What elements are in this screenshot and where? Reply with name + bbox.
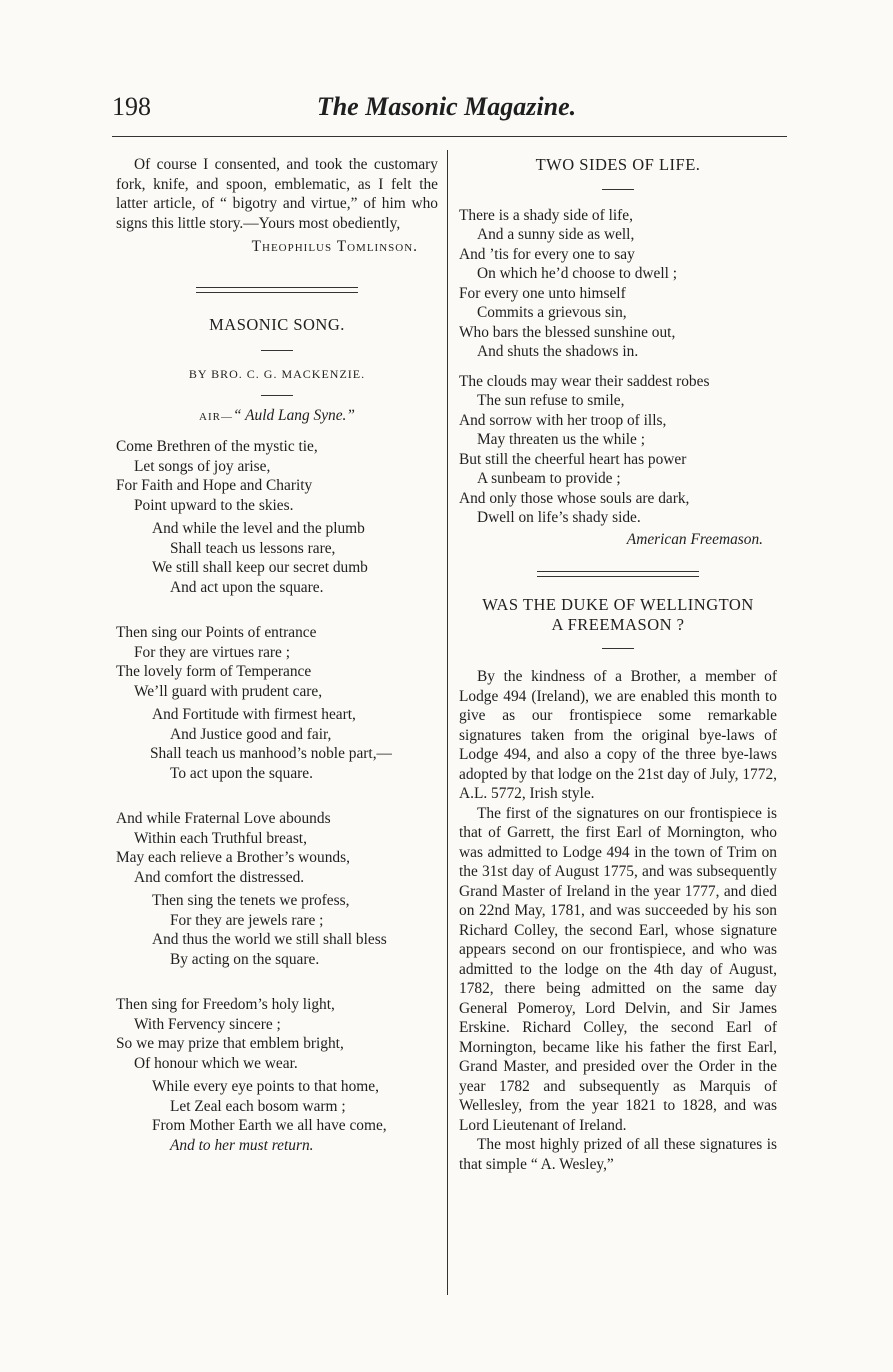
chorus-line: While every eye points to that home, xyxy=(152,1078,379,1095)
poem-line: Who bars the blessed sunshine out, xyxy=(459,323,676,341)
verse-line: With Fervency sincere ; xyxy=(134,1015,281,1033)
header-rule xyxy=(112,136,787,137)
verse-line: Within each Truthful breast, xyxy=(134,829,307,847)
column-divider xyxy=(447,150,448,1295)
right-column xyxy=(459,155,777,1174)
verse-line: And while Fraternal Love abounds xyxy=(116,810,331,827)
chorus-line: By acting on the square. xyxy=(170,950,320,968)
poem-line: Commits a grievous sin, xyxy=(477,304,627,321)
poem-line: There is a shady side of life, xyxy=(459,206,633,224)
chorus-line: Let Zeal each bosom warm ; xyxy=(170,1097,346,1115)
air-title: “ Auld Lang Syne.” xyxy=(232,406,355,424)
chorus-line: Then sing the tenets we profess, xyxy=(152,892,350,909)
chorus-line: And act upon the square. xyxy=(170,578,324,596)
song-stanza xyxy=(116,437,438,597)
letter-signature: Theophilus Tomlinson. xyxy=(251,238,418,255)
chorus-line: And Justice good and fair, xyxy=(170,725,332,743)
chorus-line xyxy=(116,744,438,764)
verse-line: Point upward to the skies. xyxy=(134,496,294,514)
poem-line: On which he’d choose to dwell ; xyxy=(477,265,678,282)
chorus-line: Shall teach us lessons rare, xyxy=(170,539,336,557)
song-stanza xyxy=(116,995,438,1155)
verse-line: For Faith and Hope and Charity xyxy=(116,477,313,494)
chorus-line-text: Shall teach us manhood’s noble part,— xyxy=(150,745,392,762)
chorus-line: To act upon the square. xyxy=(170,764,313,782)
verse-line: Of honour which we wear. xyxy=(134,1054,298,1072)
letter-closing-paragraph: Of course I consented, and took the customary fork, knife, and spoon, emblematic, as I felt the latter article, of “ bigotry and virtue,” of him who signs this little story.—Yours most obediently, xyxy=(116,156,438,232)
song-stanza xyxy=(116,809,438,969)
article-title-line-2: A FREEMASON ? xyxy=(551,614,685,634)
chorus-line: And while the level and the plumb xyxy=(152,520,365,537)
verse-line: Let songs of joy arise, xyxy=(134,457,271,475)
verse-line: And comfort the distressed. xyxy=(134,868,305,886)
poem-line: The sun refuse to smile, xyxy=(477,392,625,409)
verse-line: Come Brethren of the mystic tie, xyxy=(116,438,318,455)
verse-line: So we may prize that emblem bright, xyxy=(116,1035,344,1052)
poem-line: For every one unto himself xyxy=(459,284,626,302)
verse-line: We’ll guard with prudent care, xyxy=(134,682,323,700)
poem-source: American Freemason. xyxy=(626,530,763,548)
poem-line: And only those whose souls are dark, xyxy=(459,489,690,507)
article-title-line-1: WAS THE DUKE OF WELLINGTON xyxy=(482,595,754,614)
article-paragraph: The first of the signatures on our frontispiece is that of Garrett, the first Earl of Mornington, who was admitted to Lodge 494 in the town of Trim on the 31st day of August 1775, and was subsequently Grand Master of Ireland in the year 1777, and died on 22nd May, 1781, and was succeeded by his son Richard Colley, the second Earl, whose signature appears second on our frontispiece, and who was admitted to the lodge on the 4th day of August, 1782, there being admitted on the same day General Pomeroy, Lord Delvin, and Sir James Erskine. Richard Colley, the second Earl of Mornington, became like his father the first Earl, Grand Master, and presided over the Order in the year 1782 and subsequently as Marquis of Wellesley, from the year 1821 to 1828, and was Lord Lieutenant of Ireland. xyxy=(459,804,777,1134)
poem-stanza xyxy=(459,206,777,362)
poem-line: And ’tis for every one to say xyxy=(459,245,635,263)
poem-line: And shuts the shadows in. xyxy=(477,343,639,360)
poem-line: And sorrow with her troop of ills, xyxy=(459,411,667,429)
poem-line: A sunbeam to provide ; xyxy=(477,470,621,487)
chorus-line: And Fortitude with firmest heart, xyxy=(152,706,356,723)
song-title: MASONIC SONG. xyxy=(209,314,345,334)
poem-stanza xyxy=(459,372,777,528)
chorus-line: We still shall keep our secret dumb xyxy=(152,559,368,576)
chorus-line: From Mother Earth we all have come, xyxy=(152,1117,387,1134)
running-title: The Masonic Magazine. xyxy=(316,92,577,121)
poem-title: TWO SIDES OF LIFE. xyxy=(535,155,701,174)
song-author: BY BRO. C. G. MACKENZIE. xyxy=(188,367,366,381)
poem-line: May threaten us the while ; xyxy=(477,431,645,448)
verse-line: Then sing for Freedom’s holy light, xyxy=(116,996,335,1013)
verse-line: For they are virtues rare ; xyxy=(134,643,290,661)
chorus-line: For they are jewels rare ; xyxy=(170,911,324,929)
verse-line: The lovely form of Temperance xyxy=(116,663,312,680)
air-label: AIR— xyxy=(199,410,233,423)
article-paragraph: The most highly prized of all these signatures is that simple “ A. Wesley,” xyxy=(459,1136,777,1173)
left-column xyxy=(116,155,438,1155)
poem-line: But still the cheerful heart has power xyxy=(459,450,687,468)
page-number: 198 xyxy=(112,92,151,121)
page-header xyxy=(0,92,893,132)
article-paragraph: By the kindness of a Brother, a member of Lodge 494 (Ireland), we are enabled this month to give as our frontispiece some remarkable signatures taken from the original bye-laws of Lodge 494, and also a copy of the three bye-laws adopted by that lodge on the 21st day of July, 1772, A.L. 5772, Irish style. xyxy=(459,668,777,802)
song-air xyxy=(116,406,438,428)
poem-line: The clouds may wear their saddest robes xyxy=(459,372,710,390)
chorus-line: And to her must return. xyxy=(170,1136,314,1154)
poem-line: And a sunny side as well, xyxy=(477,226,635,243)
verse-line: May each relieve a Brother’s wounds, xyxy=(116,849,350,866)
verse-line: Then sing our Points of entrance xyxy=(116,624,317,641)
poem-line: Dwell on life’s shady side. xyxy=(477,509,641,526)
chorus-line: And thus the world we still shall bless xyxy=(152,931,387,948)
song-stanza xyxy=(116,623,438,783)
